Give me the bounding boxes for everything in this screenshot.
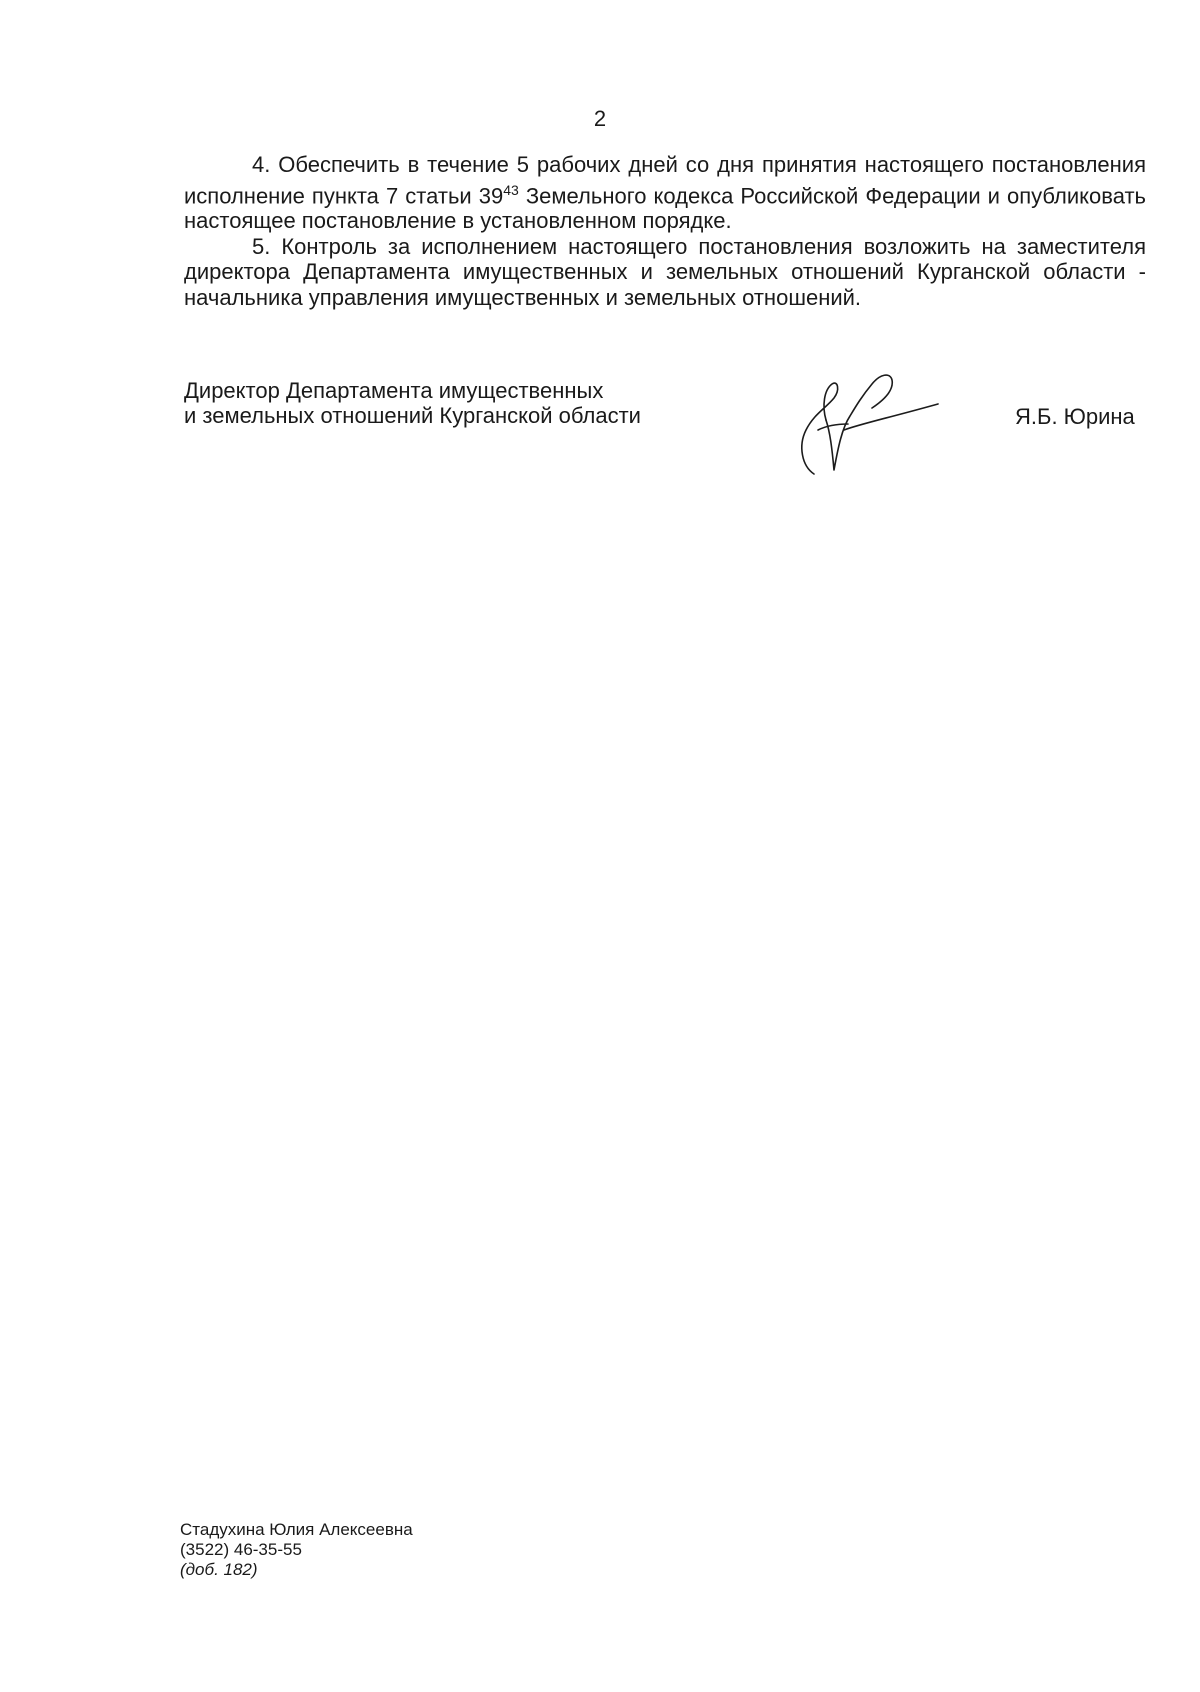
page-number: 2 <box>593 106 607 131</box>
paragraph-5: 5. Контроль за исполнением настоящего постановления возложить на заместителя директора Департамента имущественных и земельных отношений Курганской области - начальника управления имущественных и земельных отношений. <box>184 233 1146 310</box>
position-line-2: и земельных отношений Курганской области <box>184 403 641 428</box>
paragraph-4 <box>184 152 1146 234</box>
paragraph-4-text-start: 4. Обеспечить в течение 5 рабочих дней со дня принятия настоящего постановления исполнение пункта 7 статьи 39 <box>184 152 1146 208</box>
signature-stroke-3 <box>844 404 938 430</box>
executor-info <box>180 1520 413 1580</box>
executor-phone-line <box>180 1540 413 1580</box>
executor-extension: (доб. 182) <box>180 1560 258 1579</box>
handwritten-signature <box>792 368 942 480</box>
signer-name: Я.Б. Юрина <box>1015 404 1135 429</box>
executor-name: Стадухина Юлия Алексеевна <box>180 1520 413 1539</box>
signature-stroke-2 <box>826 375 892 470</box>
position-line-1: Директор Департамента имущественных <box>184 378 604 403</box>
signatory-position <box>184 378 641 428</box>
article-superscript: 43 <box>503 181 519 198</box>
paragraph-4-text-end: Земельного кодекса Российской Федерации и опубликовать настоящее постановление в установленном порядке. <box>184 182 1146 234</box>
executor-phone: (3522) 46-35-55 <box>180 1540 302 1559</box>
document-body <box>184 152 1146 310</box>
